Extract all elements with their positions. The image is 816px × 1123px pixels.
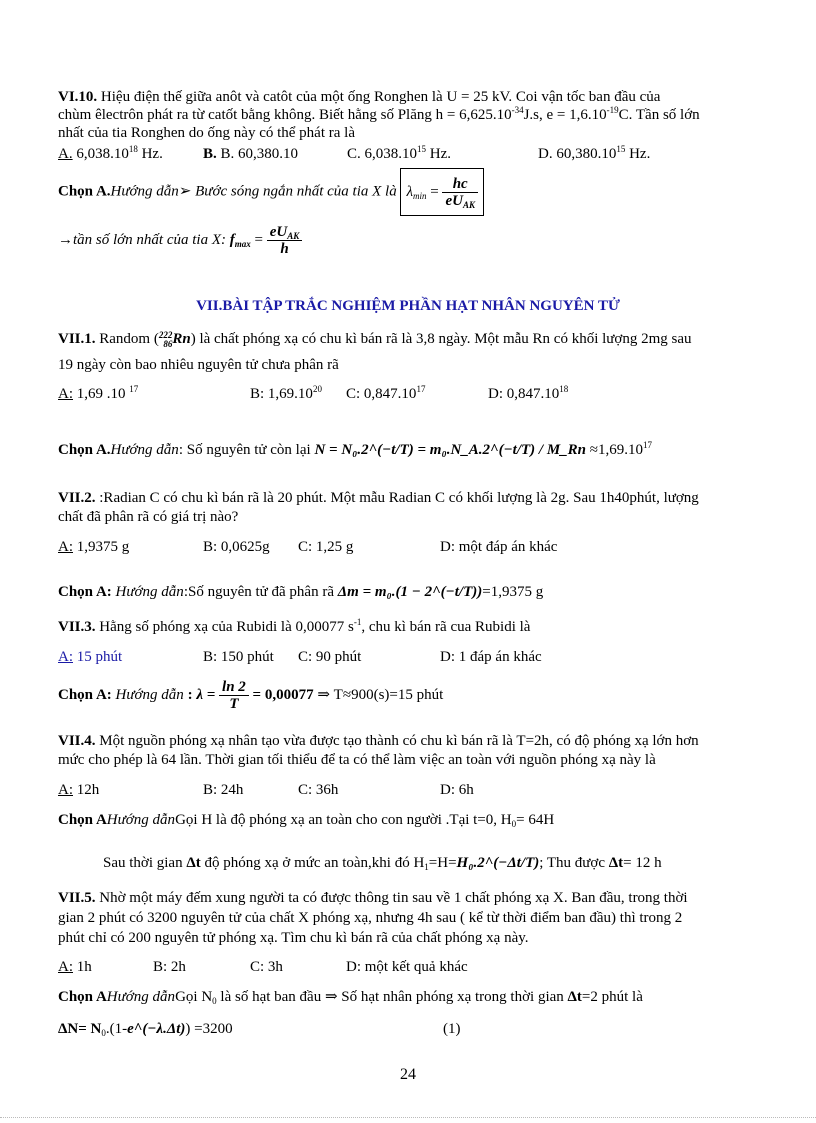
- q10-label: VI.10.: [58, 89, 98, 105]
- q5-optA: A: 1h: [58, 959, 92, 975]
- q1-answer: Chọn A.Hướng dẫn: Số nguyên tử còn lại N = N₀.2^(−t/T) = m₀.N_A.2^(−t/T) / M_Rn $\approx 1,69.10^{17}$: [58, 440, 652, 458]
- footer-divider: [0, 1117, 816, 1118]
- q1-optC: C: 0,847.10$^{17}$: [346, 384, 426, 402]
- q5-eq-number: (1): [443, 1021, 461, 1037]
- lambda-formula-box: $\lambda_{min}$ = $\frac{hc}{eU_{AK}}$: [400, 168, 483, 216]
- q10-optB: B. B. 60,380.10: [203, 146, 299, 162]
- q1-optD: D: 0,847.10$^{18}$: [488, 384, 569, 402]
- q3-optC: C: 90 phút: [298, 649, 362, 665]
- q1-line1: VII.1. Random ( 222 86 Rn) là chất phóng xạ có chu kì bán rã là 3,8 ngày. Một mẫu Rn có khối lượng 2mg sau: [58, 329, 692, 349]
- q10-optD: D. 60,380.10$^{15}$ Hz.: [538, 144, 651, 162]
- arrow-icon: ➢: [178, 183, 192, 200]
- q5-answer: Chọn AHướng dẫnGọi $N_0$ là số hạt ban đầu ⇒ Số hạt nhân phóng xạ trong thời gian Δt=2 phút là: [58, 989, 643, 1006]
- q3-line1: VII.3. Hằng số phóng xạ của Rubidi là 0,00077 $s^{-1}$, chu kì bán rã cua Rubidi là: [58, 617, 531, 635]
- q5-optD: D: một kết quả khác: [346, 959, 468, 975]
- q3-answer: Chọn A: Hướng dẫn : λ = $\frac{\ln 2}{T}$ = 0,00077 ⇒ T≈900(s)=15 phút: [58, 679, 444, 713]
- q3-optD: D: 1 đáp án khác: [440, 649, 542, 665]
- q2-optC: C: 1,25 g: [298, 539, 354, 555]
- q2-answer: Chọn A: Hướng dẫn:Số nguyên tử đã phân rã Δm = m₀.(1 − 2^(−t/T))=1,9375 g: [58, 584, 544, 600]
- q3-optB: B: 150 phút: [203, 649, 274, 665]
- q1-formula: N = N₀.2^(−t/T) = m₀.N_A.2^(−t/T) / M_Rn: [314, 442, 587, 458]
- q2-optD: D: một đáp án khác: [440, 539, 558, 555]
- q4-optA: A: 12h: [58, 782, 100, 798]
- q4-optC: C: 36h: [298, 782, 339, 798]
- q4-optD: D: 6h: [440, 782, 474, 798]
- q1-optB: B: 1,69.10$^{20}$: [250, 384, 322, 402]
- q4-sau: Sau thời gian Δt độ phóng xạ ở mức an toàn,khi đó $H_1=H=H_0.2\^{}(-\Delta t/T)$; Thu được Δt= 12 h: [103, 855, 662, 872]
- q2-optA: A: 1,9375 g: [58, 539, 130, 555]
- q4-answer: Chọn AHướng dẫnGọi H là độ phóng xạ an toàn cho con người .Tại t=0, $H_0= 64H$: [58, 812, 555, 829]
- q10-optC: C. 6,038.10$^{15}$ Hz.: [347, 144, 452, 162]
- section-title: VII.BÀI TẬP TRẮC NGHIỆM PHẦN HẠT NHÂN NGUYÊN TỬ: [196, 298, 620, 314]
- q4-optB: B: 24h: [203, 782, 244, 798]
- q5-line2: gian 2 phút có 3200 nguyên tử của chất X phóng xạ, nhưng 4h sau ( kể từ thời điểm ban đầu) thì trong 2: [58, 910, 683, 926]
- q1-optA: A: 1,69 .10 $^{17}$: [58, 384, 139, 402]
- q5-optC: C: 3h: [250, 959, 283, 975]
- page-number: 24: [400, 1066, 416, 1083]
- q1-line2: 19 ngày còn bao nhiêu nguyên tử chưa phân rã: [58, 357, 339, 373]
- q2-line2: chất đã phân rã có giá trị nào?: [58, 509, 239, 525]
- q10-line3: nhất của tia Ronghen do ống này có thể phát ra là: [58, 125, 355, 141]
- q2-line1: VII.2. :Radian C có chu kì bán rã là 20 phút. Một mẫu Radian C có khối lượng là 2g. Sau 1h40phút, lượng: [58, 490, 699, 506]
- q5-line1: VII.5. Nhờ một máy đếm xung người ta có được thông tin sau về 1 chất phóng xạ X. Ban đầu, trong thời: [58, 890, 688, 906]
- q5-line3: phút chỉ có 200 nguyên tử phóng xạ. Tìm chu kì bán rã của chất phóng xạ này.: [58, 930, 529, 946]
- q10-options: A. 6,038.10$^{18}$ Hz.: [58, 144, 163, 162]
- q4-line1: VII.4. Một nguồn phóng xạ nhân tạo vừa được tạo thành có chu kì bán rã là T=2h, có độ phóng xạ lớn hơn: [58, 733, 699, 749]
- q5-equation: $\Delta N= N_0.(1-e\^{}(-\lambda.\Delta t)) =3200$: [58, 1021, 233, 1038]
- q4-line2: mức cho phép là 64 lần. Thời gian tối thiểu để ta có thể làm việc an toàn với nguồn phóng xạ này là: [58, 752, 656, 768]
- q3-optA: A: 15 phút: [58, 649, 123, 665]
- q10-freq: →tần số lớn nhất của tia X: $f_{max}$ = $\frac{eU_{AK}}{h}$: [58, 222, 302, 258]
- q10-line2: chùm êlectrôn phát ra từ catốt bằng không. Biết hằng số Plăng $h = 6,625.10^{-34}J.s$, $e = 1,6.10^{-19}C$. Tần số lớn: [58, 105, 700, 123]
- q2-optB: B: 0,0625g: [203, 539, 270, 555]
- q5-optB: B: 2h: [153, 959, 186, 975]
- q10-line1: VI.10. Hiệu điện thế giữa anôt và catôt của một ống Ronghen là U = 25 kV. Coi vận tốc ban đầu của: [58, 89, 661, 105]
- q10-answer: Chọn A.Hướng dẫn➢ Bước sóng ngắn nhất của tia X là $\lambda_{min}$ = $\frac{hc}{eU_{AK}}$: [58, 168, 484, 216]
